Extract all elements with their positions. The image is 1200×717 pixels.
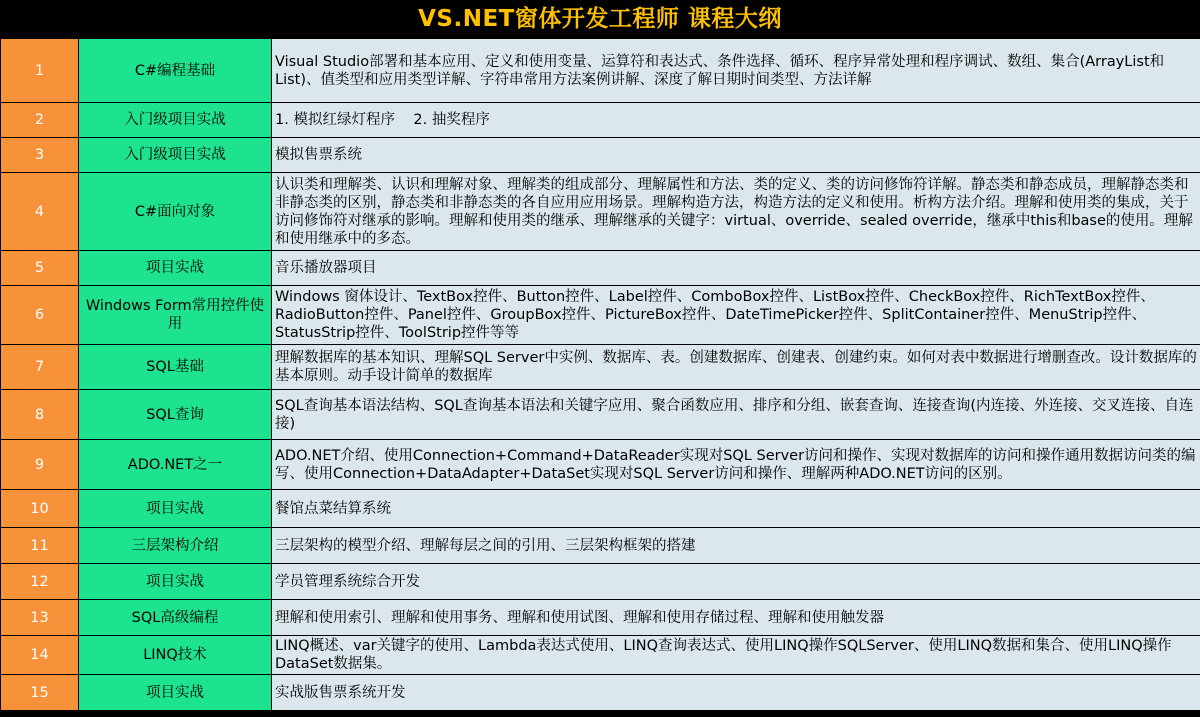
row-number: 4 bbox=[1, 173, 79, 251]
row-description: 三层架构的模型介绍、理解每层之间的引用、三层架构框架的搭建 bbox=[272, 528, 1200, 564]
table-row bbox=[1, 345, 1200, 390]
table-row bbox=[1, 390, 1200, 440]
row-description: 1. 模拟红绿灯程序 2. 抽奖程序 bbox=[272, 103, 1200, 138]
row-number: 14 bbox=[1, 636, 79, 675]
row-topic: SQL高级编程 bbox=[79, 600, 272, 636]
row-description: LINQ概述、var关键字的使用、Lambda表达式使用、LINQ查询表达式、使用LINQ操作SQLServer、使用LINQ数据和集合、使用LINQ操作DataSet数据集。 bbox=[272, 636, 1200, 675]
table-row bbox=[1, 600, 1200, 636]
row-description: ADO.NET介绍、使用Connection+Command+DataReader实现对SQL Server访问和操作、实现对数据库的访问和操作通用数据访问类的编写、使用Connection+DataAdapter+DataSet实现对SQL Server访问和操作、理解两种ADO.NET访问的区别。 bbox=[272, 440, 1200, 490]
row-description: Windows 窗体设计、TextBox控件、Button控件、Label控件、ComboBox控件、ListBox控件、CheckBox控件、RichTextBox控件、RadioButton控件、Panel控件、GroupBox控件、PictureBox控件、DateTimePicker控件、SplitContainer控件、MenuStrip控件、StatusStrip控件、ToolStrip控件等等 bbox=[272, 286, 1200, 345]
row-topic: 入门级项目实战 bbox=[79, 138, 272, 173]
table-row bbox=[1, 675, 1200, 711]
row-topic: C#编程基础 bbox=[79, 39, 272, 103]
row-topic: SQL基础 bbox=[79, 345, 272, 390]
row-number: 8 bbox=[1, 390, 79, 440]
table-row bbox=[1, 636, 1200, 675]
row-topic: LINQ技术 bbox=[79, 636, 272, 675]
table-row bbox=[1, 564, 1200, 600]
row-number: 15 bbox=[1, 675, 79, 711]
row-topic: ADO.NET之一 bbox=[79, 440, 272, 490]
table-row bbox=[1, 440, 1200, 490]
row-number: 7 bbox=[1, 345, 79, 390]
page-title: VS.NET窗体开发工程师 课程大纲 bbox=[418, 6, 782, 32]
table-row bbox=[1, 251, 1200, 286]
row-topic: C#面向对象 bbox=[79, 173, 272, 251]
row-number: 3 bbox=[1, 138, 79, 173]
table-row bbox=[1, 39, 1200, 103]
table-row bbox=[1, 173, 1200, 251]
syllabus-table bbox=[0, 38, 1200, 711]
row-topic: 项目实战 bbox=[79, 564, 272, 600]
row-number: 5 bbox=[1, 251, 79, 286]
row-number: 9 bbox=[1, 440, 79, 490]
table-row bbox=[1, 138, 1200, 173]
row-topic: Windows Form常用控件使用 bbox=[79, 286, 272, 345]
row-description: 学员管理系统综合开发 bbox=[272, 564, 1200, 600]
row-description: Visual Studio部署和基本应用、定义和使用变量、运算符和表达式、条件选择、循环、程序异常处理和程序调试、数组、集合(ArrayList和List)、值类型和应用类型详解、字符串常用方法案例讲解、深度了解日期时间类型、方法详解 bbox=[272, 39, 1200, 103]
row-topic: 入门级项目实战 bbox=[79, 103, 272, 138]
row-topic: 三层架构介绍 bbox=[79, 528, 272, 564]
row-number: 11 bbox=[1, 528, 79, 564]
row-number: 12 bbox=[1, 564, 79, 600]
row-number: 13 bbox=[1, 600, 79, 636]
row-description: 实战版售票系统开发 bbox=[272, 675, 1200, 711]
table-row bbox=[1, 286, 1200, 345]
row-topic: 项目实战 bbox=[79, 251, 272, 286]
table-row bbox=[1, 528, 1200, 564]
row-number: 6 bbox=[1, 286, 79, 345]
row-description: 模拟售票系统 bbox=[272, 138, 1200, 173]
row-description: 音乐播放器项目 bbox=[272, 251, 1200, 286]
row-topic: 项目实战 bbox=[79, 675, 272, 711]
table-row bbox=[1, 103, 1200, 138]
row-description: 餐馆点菜结算系统 bbox=[272, 490, 1200, 528]
row-number: 1 bbox=[1, 39, 79, 103]
row-topic: SQL查询 bbox=[79, 390, 272, 440]
row-description: 认识类和理解类、认识和理解对象、理解类的组成部分、理解属性和方法、类的定义、类的访问修饰符详解。静态类和静态成员，理解静态类和非静态类的区别，静态类和非静态类的各自应用应用场景。理解构造方法，构造方法的定义和使用。析构方法介绍。理解和使用类的集成，关于访问修饰符对继承的影响。理解和使用类的继承、理解继承的关键字：virtual、override、sealed override，继承中this和base的使用。理解和使用继承中的多态。 bbox=[272, 173, 1200, 251]
row-number: 2 bbox=[1, 103, 79, 138]
row-topic: 项目实战 bbox=[79, 490, 272, 528]
table-row bbox=[1, 490, 1200, 528]
row-description: SQL查询基本语法结构、SQL查询基本语法和关键字应用、聚合函数应用、排序和分组、嵌套查询、连接查询(内连接、外连接、交叉连接、自连接) bbox=[272, 390, 1200, 440]
row-description: 理解和使用索引、理解和使用事务、理解和使用试图、理解和使用存储过程、理解和使用触发器 bbox=[272, 600, 1200, 636]
row-number: 10 bbox=[1, 490, 79, 528]
syllabus-table-body bbox=[1, 39, 1200, 711]
row-description: 理解数据库的基本知识、理解SQL Server中实例、数据库、表。创建数据库、创建表、创建约束。如何对表中数据进行增删查改。设计数据库的基本原则。动手设计简单的数据库 bbox=[272, 345, 1200, 390]
